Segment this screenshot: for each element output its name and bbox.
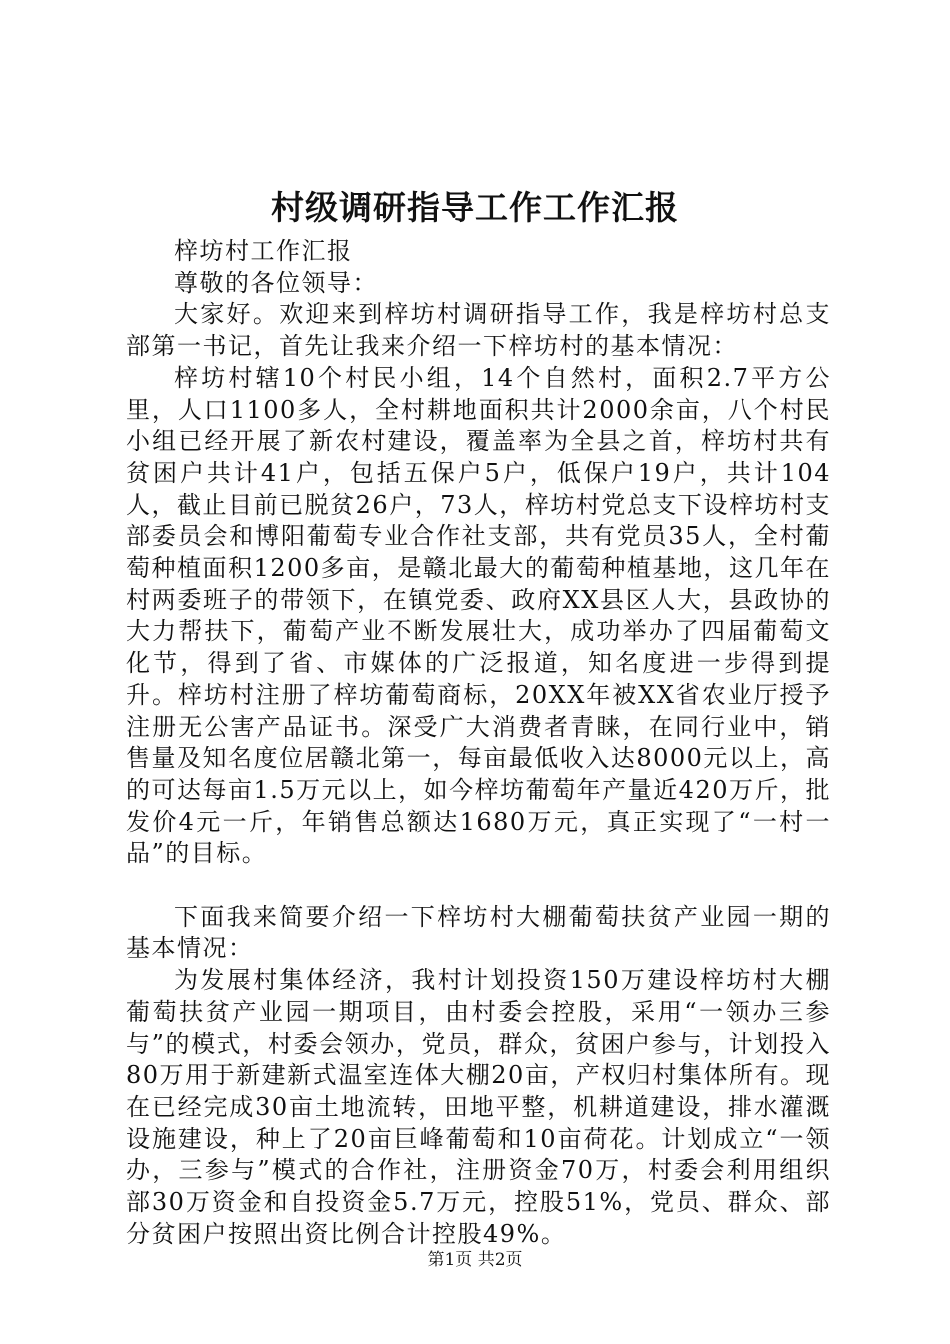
paragraph-industrial-park-details: 为发展村集体经济，我村计划投资150万建设梓坊村大棚葡萄扶贫产业园一期项目，由村委会控股，采用“一领办三参与”的模式，村委会领办，党员，群众，贫困户参与，计划投入80万用于新建新式温室连体大棚20亩，产权归村集体所有。现在已经完成30亩土地流转，田地平整，机耕道建设，排水灌溉设施建设，种上了20亩巨峰葡萄和10亩荷花。计划成立“一领办，三参与”模式的合作社，注册资金70万，村委会利用组织部30万资金和自投资金5.7万元，控股51%，党员、群众、部分贫困户按照出资比例合计控股49%。 — [126, 966, 831, 1248]
document-body — [126, 236, 831, 1250]
paragraph-salutation: 尊敬的各位领导： — [174, 268, 378, 297]
paragraph-intro: 大家好。欢迎来到梓坊村调研指导工作，我是梓坊村总支部第一书记，首先让我来介绍一下梓坊村的基本情况： — [126, 300, 831, 361]
document-title: 村级调研指导工作工作汇报 — [271, 188, 679, 227]
page-footer: 第1页 共2页 — [427, 1250, 523, 1270]
paragraph-village-overview: 梓坊村辖10个村民小组，14个自然村，面积2.7平方公里，人口1100多人，全村耕地面积共计2000余亩，八个村民小组已经开展了新农村建设，覆盖率为全县之首，梓坊村共有贫困户共计41户，包括五保户5户，低保户19户，共计104人，截止目前已脱贫26户，73人，梓坊村党总支下设梓坊村支部委员会和博阳葡萄专业合作社支部，共有党员35人，全村葡萄种植面积1200多亩，是赣北最大的葡萄种植基地，这几年在村两委班子的带领下，在镇党委、政府XX县区人大，县政协的大力帮扶下，葡萄产业不断发展壮大，成功举办了四届葡萄文化节，得到了省、市媒体的广泛报道，知名度进一步得到提升。梓坊村注册了梓坊葡萄商标，20XX年被XX省农业厅授予注册无公害产品证书。深受广大消费者青睐，在同行业中，销售量及知名度位居赣北第一，每亩最低收入达8000元以上，高的可达每亩1.5万元以上，如今梓坊葡萄年产量近420万斤，批发价4元一斤，年销售总额达1680万元，真正实现了“一村一品”的目标。 — [126, 363, 831, 868]
paragraph-heading: 梓坊村工作汇报 — [174, 237, 353, 265]
paragraph-industrial-park-intro: 下面我来简要介绍一下梓坊村大棚葡萄扶贫产业园一期的基本情况： — [126, 902, 831, 963]
